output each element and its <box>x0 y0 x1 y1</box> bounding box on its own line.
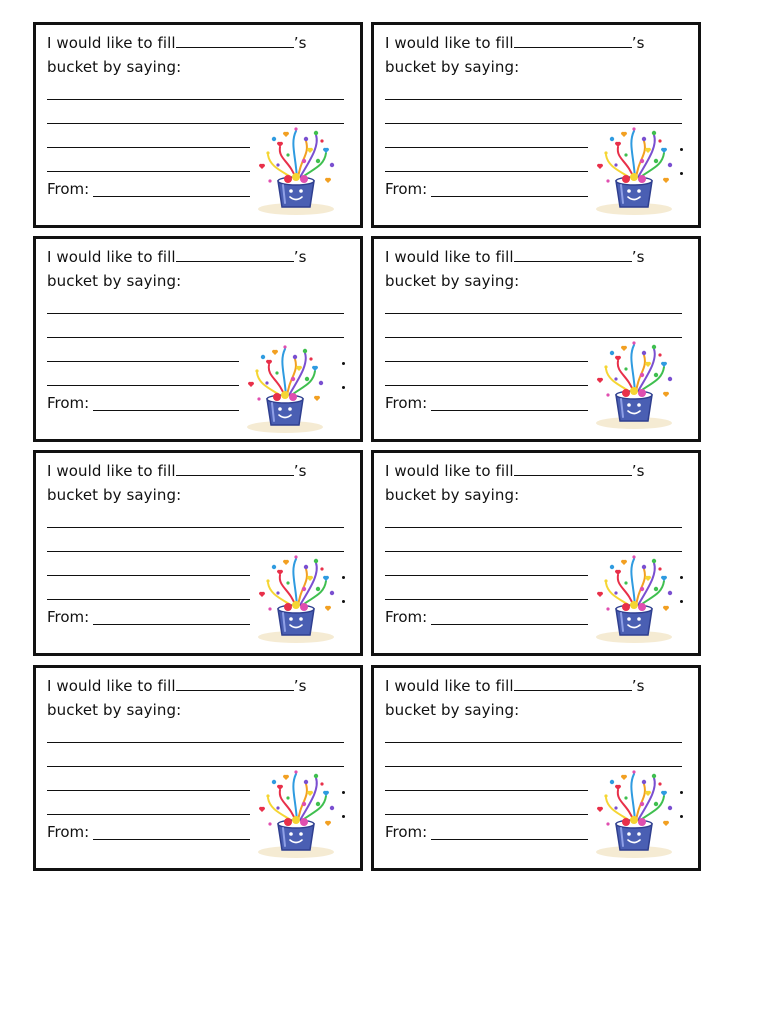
message-line[interactable] <box>385 790 588 791</box>
possessive-suffix: ’s <box>293 248 307 266</box>
recipient-name-blank[interactable] <box>514 462 632 476</box>
recipient-name-blank[interactable] <box>176 248 294 262</box>
line-end-dot <box>680 576 683 579</box>
line-end-dot <box>342 791 345 794</box>
message-line[interactable] <box>47 313 344 314</box>
line-end-dot <box>342 576 345 579</box>
from-name-line[interactable] <box>93 196 250 197</box>
prompt-text: I would like to fill <box>47 34 176 52</box>
prompt-text: I would like to fill <box>47 677 176 695</box>
bucket-card-7 <box>33 665 363 871</box>
prompt-text: I would like to fill <box>47 462 176 480</box>
from-label: From: <box>385 394 428 412</box>
possessive-suffix: ’s <box>293 677 307 695</box>
prompt-text: I would like to fill <box>385 462 514 480</box>
bucket-card-2 <box>371 22 701 228</box>
bucket-with-rainbow-sparkles-icon <box>239 339 331 435</box>
message-line[interactable] <box>47 337 344 338</box>
message-line[interactable] <box>385 527 682 528</box>
line-end-dot <box>680 600 683 603</box>
message-line[interactable] <box>47 147 250 148</box>
possessive-suffix: ’s <box>631 34 645 52</box>
message-line[interactable] <box>47 171 250 172</box>
from-name-line[interactable] <box>431 410 588 411</box>
message-line[interactable] <box>47 99 344 100</box>
bucket-with-rainbow-sparkles-icon <box>588 549 680 645</box>
from-name-line[interactable] <box>431 196 588 197</box>
message-line[interactable] <box>385 385 588 386</box>
bucket-with-rainbow-sparkles-icon <box>588 764 680 860</box>
bucket-with-rainbow-sparkles-icon <box>250 549 342 645</box>
possessive-suffix: ’s <box>293 34 307 52</box>
from-label: From: <box>385 823 428 841</box>
from-name-line[interactable] <box>431 839 588 840</box>
from-name-line[interactable] <box>93 839 250 840</box>
possessive-suffix: ’s <box>631 677 645 695</box>
message-line[interactable] <box>385 147 588 148</box>
message-line[interactable] <box>385 99 682 100</box>
message-line[interactable] <box>47 361 239 362</box>
card-prompt-line <box>47 248 307 266</box>
prompt-text: I would like to fill <box>385 34 514 52</box>
message-line[interactable] <box>385 742 682 743</box>
from-name-line[interactable] <box>431 624 588 625</box>
possessive-suffix: ’s <box>631 462 645 480</box>
card-prompt-line-2: bucket by saying: <box>385 272 520 290</box>
message-line[interactable] <box>385 361 588 362</box>
prompt-text: I would like to fill <box>385 248 514 266</box>
possessive-suffix: ’s <box>293 462 307 480</box>
message-line[interactable] <box>385 313 682 314</box>
card-prompt-line-2: bucket by saying: <box>47 486 182 504</box>
prompt-text: I would like to fill <box>47 248 176 266</box>
bucket-card-3 <box>33 236 363 442</box>
message-line[interactable] <box>47 527 344 528</box>
from-name-line[interactable] <box>93 624 250 625</box>
card-prompt-line <box>47 677 307 695</box>
bucket-with-rainbow-sparkles-icon <box>588 335 680 431</box>
message-line[interactable] <box>385 171 588 172</box>
bucket-with-rainbow-sparkles-icon <box>588 121 680 217</box>
line-end-dot <box>680 815 683 818</box>
recipient-name-blank[interactable] <box>514 677 632 691</box>
bucket-with-rainbow-sparkles-icon <box>250 764 342 860</box>
recipient-name-blank[interactable] <box>514 34 632 48</box>
from-label: From: <box>385 180 428 198</box>
message-line[interactable] <box>47 385 239 386</box>
message-line[interactable] <box>47 814 250 815</box>
recipient-name-blank[interactable] <box>176 34 294 48</box>
card-prompt-line <box>47 462 307 480</box>
bucket-card-5 <box>33 450 363 656</box>
bucket-card-8 <box>371 665 701 871</box>
card-prompt-line-2: bucket by saying: <box>385 58 520 76</box>
message-line[interactable] <box>47 790 250 791</box>
card-prompt-line <box>385 34 645 52</box>
card-prompt-line-2: bucket by saying: <box>385 486 520 504</box>
from-label: From: <box>385 608 428 626</box>
from-label: From: <box>47 823 90 841</box>
from-label: From: <box>47 180 90 198</box>
card-prompt-line-2: bucket by saying: <box>47 701 182 719</box>
message-line[interactable] <box>47 742 344 743</box>
from-label: From: <box>47 608 90 626</box>
card-prompt-line-2: bucket by saying: <box>47 272 182 290</box>
line-end-dot <box>680 172 683 175</box>
card-prompt-line-2: bucket by saying: <box>47 58 182 76</box>
line-end-dot <box>342 386 345 389</box>
possessive-suffix: ’s <box>631 248 645 266</box>
from-name-line[interactable] <box>93 410 239 411</box>
bucket-card-1 <box>33 22 363 228</box>
line-end-dot <box>342 600 345 603</box>
line-end-dot <box>342 815 345 818</box>
card-prompt-line <box>47 34 307 52</box>
card-prompt-line <box>385 248 645 266</box>
card-prompt-line <box>385 677 645 695</box>
bucket-with-rainbow-sparkles-icon <box>250 121 342 217</box>
card-prompt-line-2: bucket by saying: <box>385 701 520 719</box>
line-end-dot <box>680 791 683 794</box>
prompt-text: I would like to fill <box>385 677 514 695</box>
message-line[interactable] <box>47 599 250 600</box>
line-end-dot <box>680 148 683 151</box>
recipient-name-blank[interactable] <box>176 462 294 476</box>
line-end-dot <box>342 362 345 365</box>
recipient-name-blank[interactable] <box>176 677 294 691</box>
bucket-card-4 <box>371 236 701 442</box>
message-line[interactable] <box>385 575 588 576</box>
message-line[interactable] <box>47 575 250 576</box>
from-label: From: <box>47 394 90 412</box>
bucket-card-6 <box>371 450 701 656</box>
recipient-name-blank[interactable] <box>514 248 632 262</box>
message-line[interactable] <box>385 599 588 600</box>
message-line[interactable] <box>385 814 588 815</box>
card-prompt-line <box>385 462 645 480</box>
